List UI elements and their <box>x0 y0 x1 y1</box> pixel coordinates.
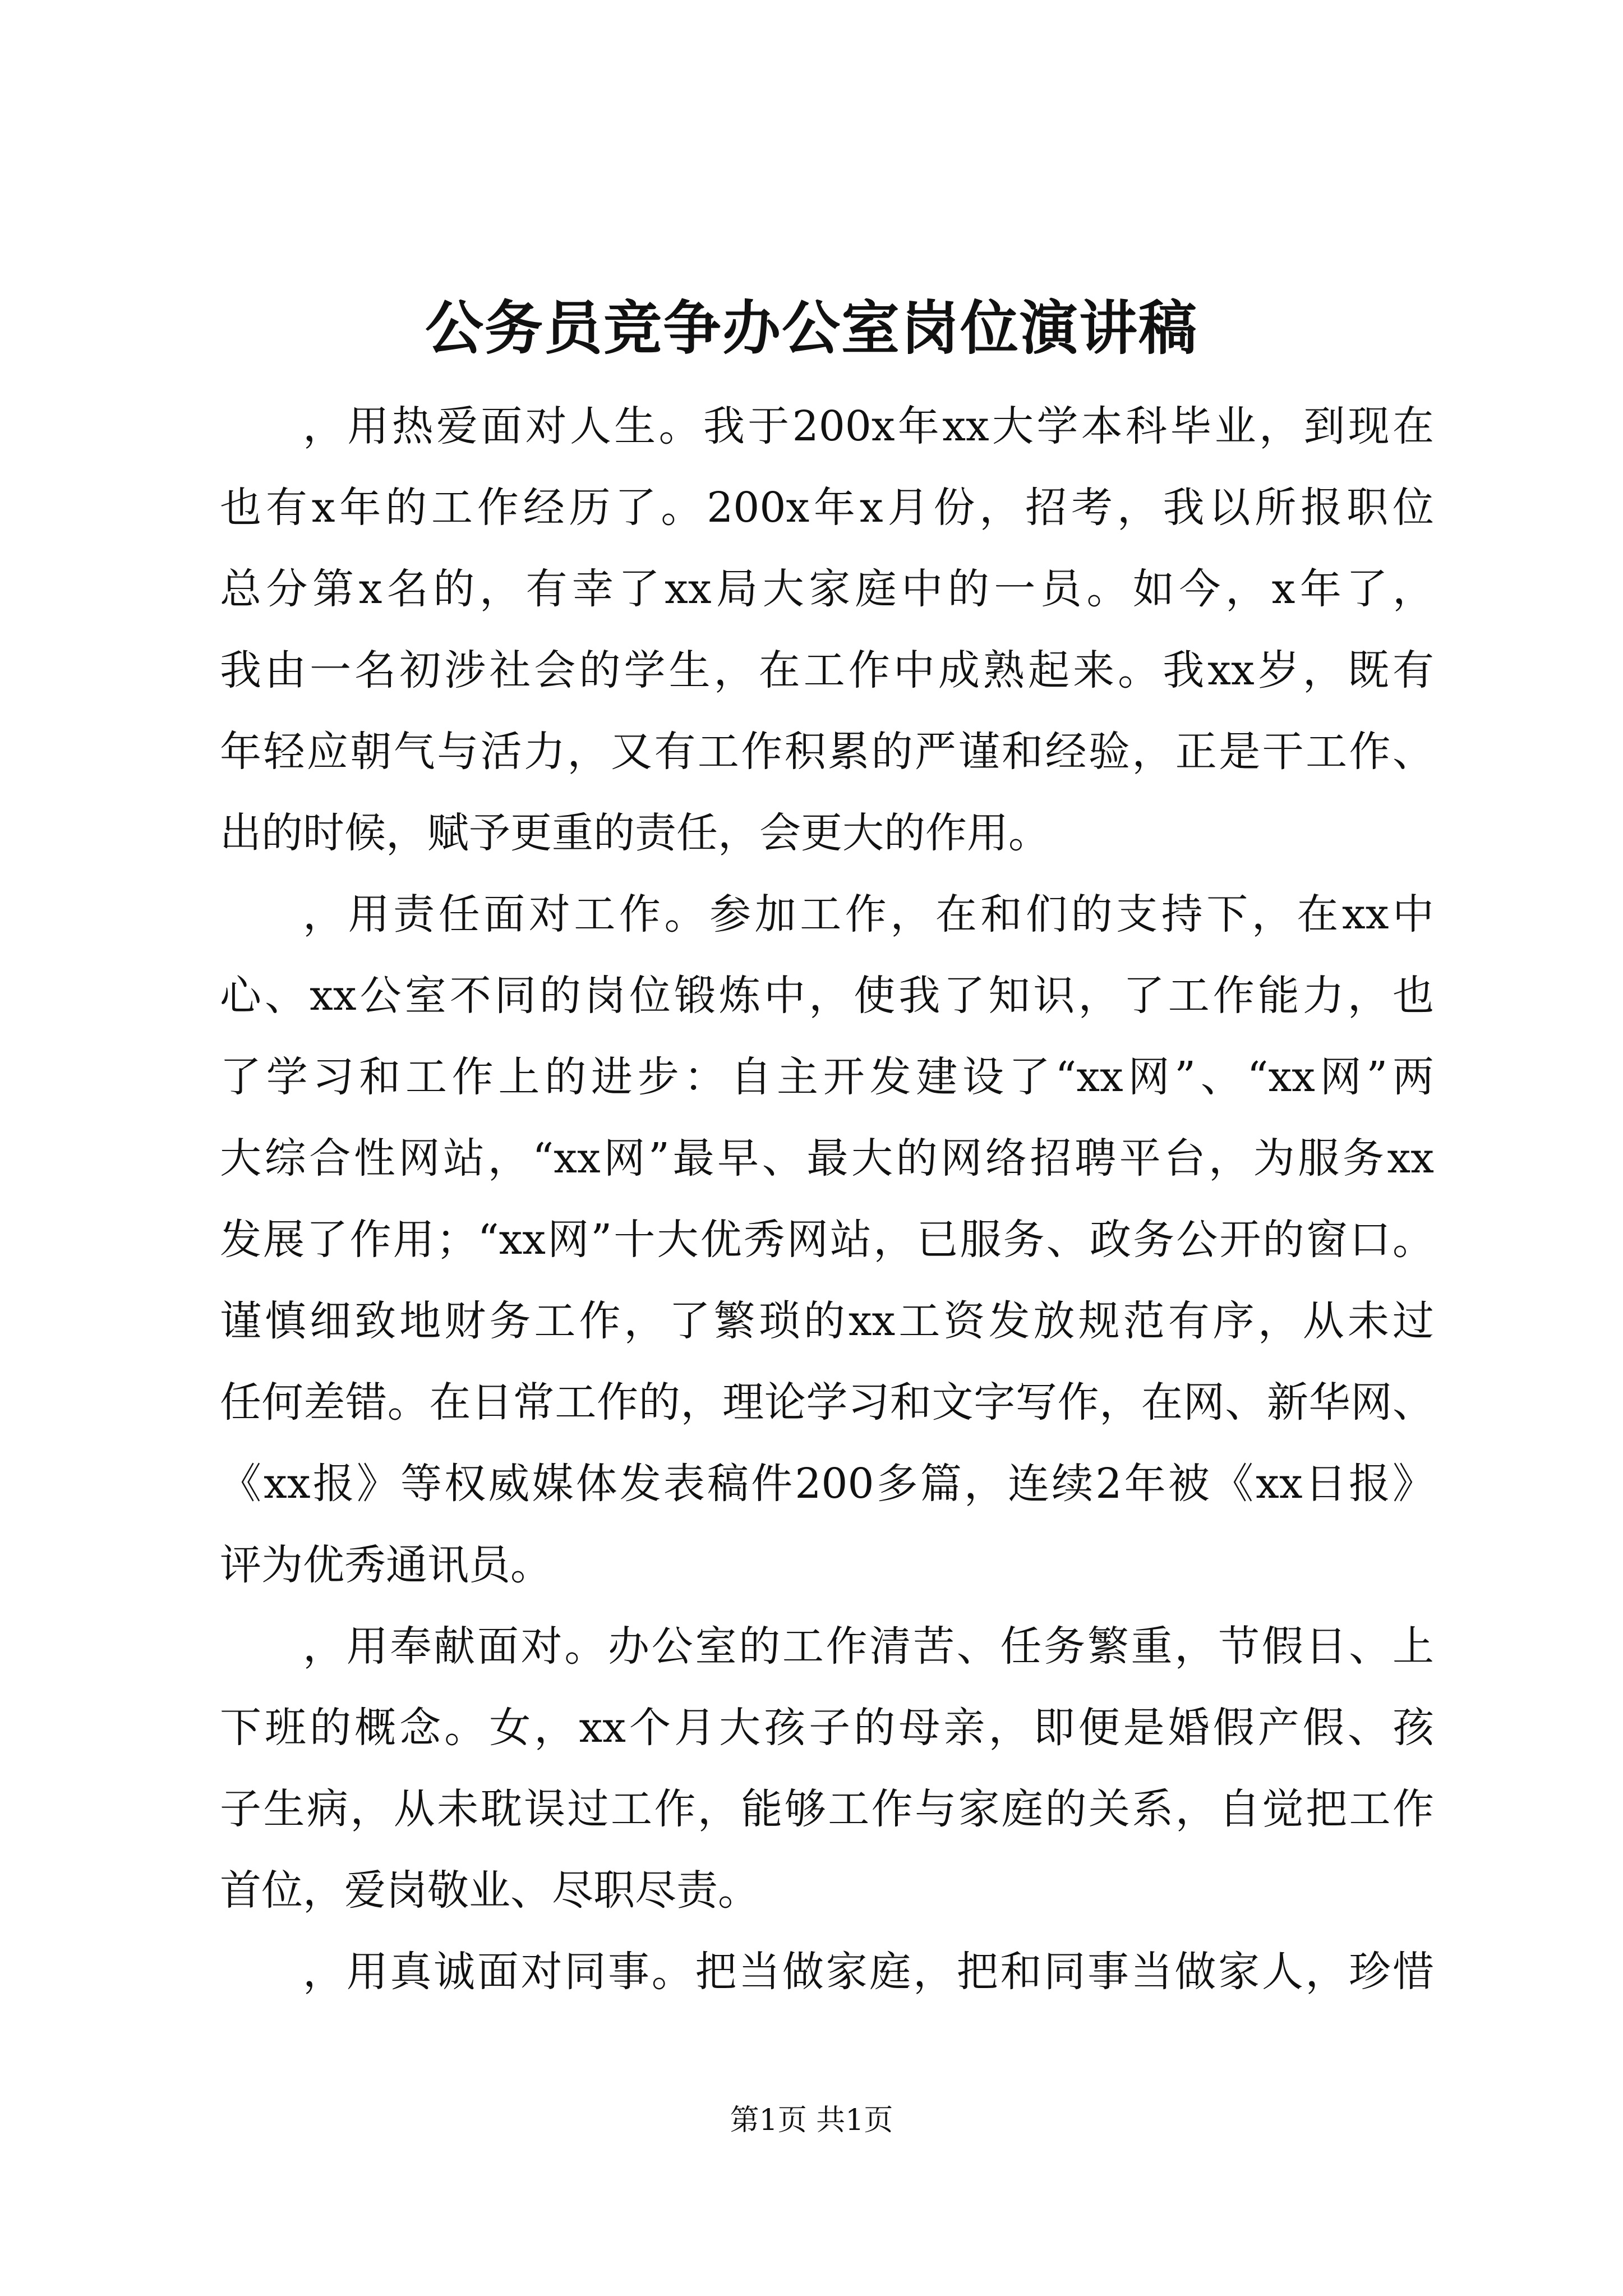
text-line: ，用责任面对工作。参加工作，在和们的支持下，在xx中 <box>303 890 1434 938</box>
text-line: ，用热爱面对人生。我于200x年xx大学本科毕业，到现在 <box>303 402 1434 450</box>
text-line: 评为优秀通讯员。 <box>220 1541 552 1589</box>
text-line: 大综合性网站，“xx网”最早、最大的网络招聘平台，为服务xx <box>220 1134 1434 1182</box>
document-body <box>220 386 1434 2013</box>
text-line: 也有x年的工作经历了。200x年x月份，招考，我以所报职位 <box>220 484 1434 532</box>
text-line: ，用奉献面对。办公室的工作清苦、任务繁重，节假日、上 <box>303 1622 1434 1671</box>
document-title: 公务员竞争办公室岗位演讲稿 <box>425 293 1198 362</box>
text-line: 年轻应朝气与活力，又有工作积累的严谨和经验，正是干工作、 <box>220 728 1434 776</box>
text-line: 我由一名初涉社会的学生，在工作中成熟起来。我xx岁，既有 <box>220 646 1434 694</box>
text-line: 发展了作用；“xx网”十大优秀网站，已服务、政务公开的窗口。 <box>220 1216 1434 1264</box>
text-line: 出的时候，赋予更重的责任，会更大的作用。 <box>220 809 1050 857</box>
text-line: ，用真诚面对同事。把当做家庭，把和同事当做家人，珍惜 <box>303 1948 1434 1996</box>
text-line: 首位，爱岗敬业、尽职尽责。 <box>220 1866 759 1915</box>
page-footer: 第1页 共1页 <box>730 2104 893 2137</box>
text-line: 谨慎细致地财务工作，了繁琐的xx工资发放规范有序，从未过 <box>220 1297 1434 1345</box>
text-line: 下班的概念。女，xx个月大孩子的母亲，即便是婚假产假、孩 <box>220 1704 1434 1752</box>
text-line: 心、xx公室不同的岗位锻炼中，使我了知识，了工作能力，也 <box>220 972 1434 1020</box>
text-line: 任何差错。在日常工作的，理论学习和文字写作，在网、新华网、 <box>220 1378 1434 1427</box>
text-line: 了学习和工作上的进步：自主开发建设了“xx网”、“xx网”两 <box>220 1053 1434 1101</box>
text-line: 子生病，从未耽误过工作，能够工作与家庭的关系，自觉把工作 <box>220 1785 1434 1833</box>
text-line: 总分第x名的，有幸了xx局大家庭中的一员。如今，x年了， <box>220 565 1434 613</box>
text-line: 《xx报》等权威媒体发表稿件200多篇，连续2年被《xx日报》 <box>220 1460 1434 1508</box>
